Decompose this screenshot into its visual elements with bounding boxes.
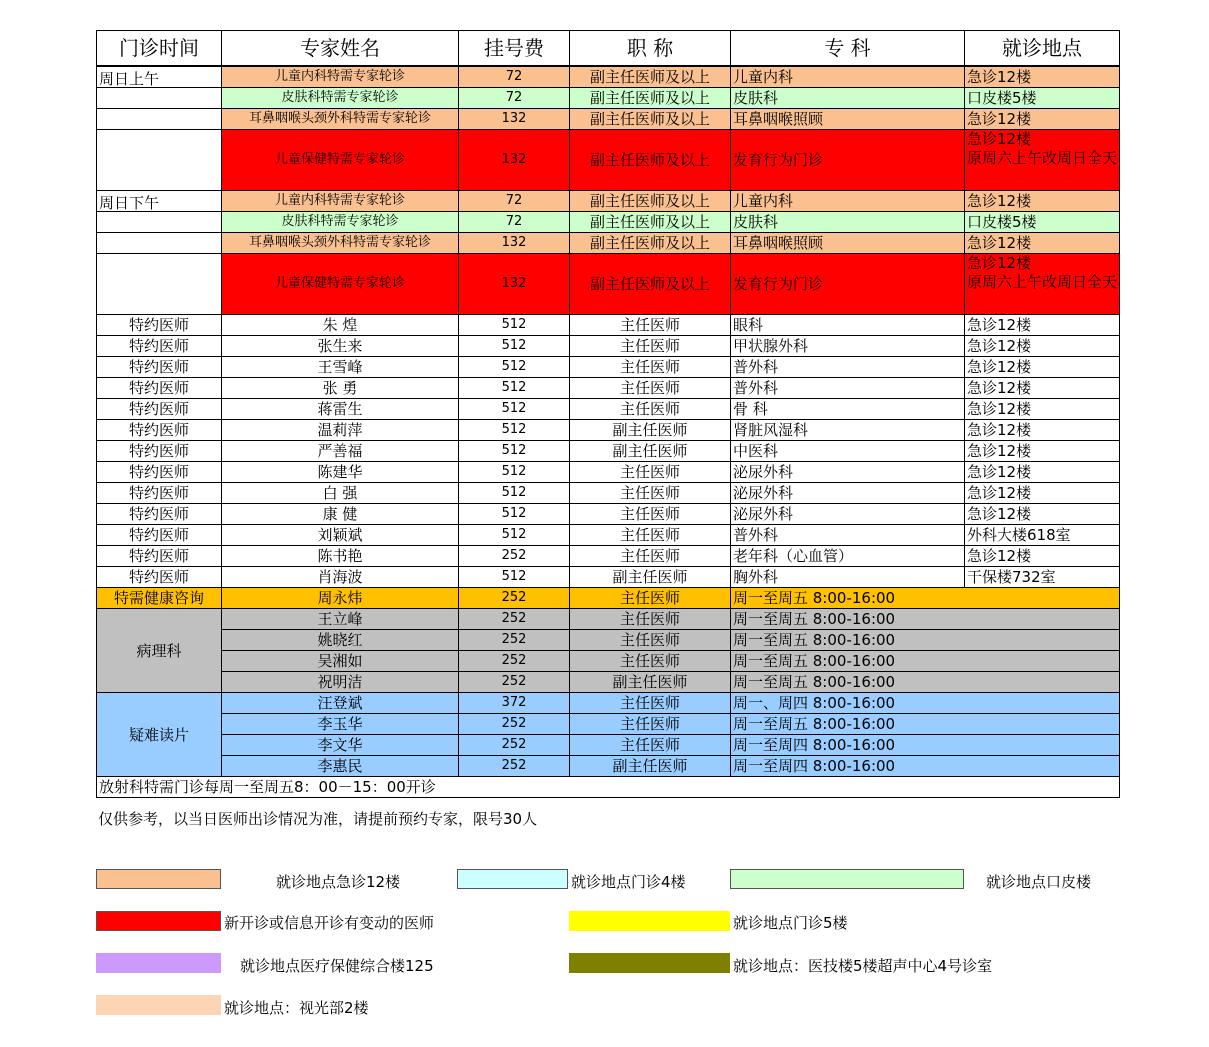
table-row (97, 630, 1120, 651)
schedule-cell: 周一至周五 8:00-16:00 (731, 630, 1120, 651)
expert-name-cell: 康 健 (222, 504, 459, 525)
legend-label: 就诊地点门诊5楼 (733, 914, 848, 932)
time-cell: 特约医师 (97, 504, 222, 525)
title-cell: 副主任医师及以上 (570, 109, 731, 130)
table-row (97, 130, 1120, 191)
expert-name-cell: 姚晓红 (222, 630, 459, 651)
location-cell: 急诊12楼 原周六上午改周日全天 (965, 254, 1120, 315)
group-label-cell: 疑难读片 (97, 693, 222, 777)
specialty-cell: 老年科（心血管） (731, 546, 965, 567)
expert-name-cell: 王立峰 (222, 609, 459, 630)
expert-name-cell: 白 强 (222, 483, 459, 504)
expert-name-cell: 刘颖斌 (222, 525, 459, 546)
fee-cell: 72 (459, 88, 570, 109)
location-cell: 急诊12楼 (965, 546, 1120, 567)
table-row (97, 212, 1120, 233)
schedule-cell: 周一至周四 8:00-16:00 (731, 756, 1120, 777)
expert-name-cell: 张生来 (222, 336, 459, 357)
expert-name-cell: 周永炜 (222, 588, 459, 609)
time-cell: 特约医师 (97, 462, 222, 483)
fee-cell: 72 (459, 212, 570, 233)
location-cell: 急诊12楼 (965, 483, 1120, 504)
time-cell: 特约医师 (97, 315, 222, 336)
legend-label: 新开诊或信息开诊有变动的医师 (224, 914, 435, 932)
radiology-note-cell: 放射科特需门诊每周一至周五8：00－15：00开诊 (97, 777, 1120, 798)
table-row (97, 546, 1120, 567)
table-row (97, 88, 1120, 109)
title-cell: 副主任医师及以上 (570, 88, 731, 109)
specialty-cell: 肾脏风湿科 (731, 420, 965, 441)
expert-name-cell: 王雪峰 (222, 357, 459, 378)
specialty-cell: 儿童内科 (731, 191, 965, 212)
fee-cell: 132 (459, 233, 570, 254)
time-cell: 周日上午 (97, 66, 222, 88)
schedule-cell: 周一至周五 8:00-16:00 (731, 609, 1120, 630)
location-cell: 急诊12楼 (965, 462, 1120, 483)
location-cell: 急诊12楼 (965, 109, 1120, 130)
footnote: 仅供参考，以当日医师出诊情况为准，请提前预约专家，限号30人 (98, 810, 538, 828)
fee-cell: 512 (459, 378, 570, 399)
specialty-cell: 胸外科 (731, 567, 965, 588)
header-time: 门诊时间 (97, 31, 222, 67)
fee-cell: 512 (459, 567, 570, 588)
title-cell: 副主任医师及以上 (570, 130, 731, 191)
schedule-cell: 周一至周四 8:00-16:00 (731, 735, 1120, 756)
group-label-cell: 病理科 (97, 609, 222, 693)
specialty-cell: 泌尿外科 (731, 504, 965, 525)
expert-name-cell: 汪登斌 (222, 693, 459, 714)
specialty-cell: 中医科 (731, 441, 965, 462)
time-cell (97, 130, 222, 191)
specialty-cell: 骨 科 (731, 399, 965, 420)
time-cell: 特约医师 (97, 483, 222, 504)
expert-name-cell: 陈建华 (222, 462, 459, 483)
fee-cell: 252 (459, 588, 570, 609)
title-cell: 主任医师 (570, 546, 731, 567)
location-cell: 急诊12楼 (965, 191, 1120, 212)
fee-cell: 512 (459, 315, 570, 336)
table-row (97, 714, 1120, 735)
time-cell: 周日下午 (97, 191, 222, 212)
table-row (97, 254, 1120, 315)
time-cell: 特约医师 (97, 441, 222, 462)
title-cell: 主任医师 (570, 525, 731, 546)
title-cell: 副主任医师 (570, 756, 731, 777)
fee-cell: 512 (459, 504, 570, 525)
title-cell: 副主任医师 (570, 441, 731, 462)
table-row (97, 588, 1120, 609)
specialty-cell: 发育行为门诊 (731, 130, 965, 191)
fee-cell: 252 (459, 609, 570, 630)
fee-cell: 512 (459, 420, 570, 441)
legend-label: 就诊地点门诊4楼 (571, 873, 686, 891)
legend-swatch (569, 953, 730, 973)
expert-name-cell: 皮肤科特需专家轮诊 (222, 88, 459, 109)
fee-cell: 252 (459, 714, 570, 735)
expert-name-cell: 儿童内科特需专家轮诊 (222, 191, 459, 212)
table-row (97, 336, 1120, 357)
table-row (97, 441, 1120, 462)
fee-cell: 132 (459, 109, 570, 130)
schedule-cell: 周一至周五 8:00-16:00 (731, 672, 1120, 693)
expert-name-cell: 儿童保健特需专家轮诊 (222, 130, 459, 191)
expert-name-cell: 耳鼻咽喉头颈外科特需专家轮诊 (222, 109, 459, 130)
expert-name-cell: 皮肤科特需专家轮诊 (222, 212, 459, 233)
legend-swatch (569, 911, 730, 931)
specialty-cell: 皮肤科 (731, 212, 965, 233)
expert-name-cell: 蒋雷生 (222, 399, 459, 420)
fee-cell: 512 (459, 357, 570, 378)
clinic-schedule-table (96, 30, 1120, 798)
fee-cell: 252 (459, 735, 570, 756)
table-row (97, 420, 1120, 441)
specialty-cell: 普外科 (731, 357, 965, 378)
schedule-cell: 周一至周五 8:00-16:00 (731, 651, 1120, 672)
specialty-cell: 皮肤科 (731, 88, 965, 109)
title-cell: 主任医师 (570, 735, 731, 756)
title-cell: 主任医师 (570, 609, 731, 630)
fee-cell: 512 (459, 525, 570, 546)
title-cell: 副主任医师 (570, 567, 731, 588)
specialty-cell: 甲状腺外科 (731, 336, 965, 357)
time-cell: 特约医师 (97, 357, 222, 378)
specialty-cell: 发育行为门诊 (731, 254, 965, 315)
table-row (97, 357, 1120, 378)
fee-cell: 72 (459, 66, 570, 88)
table-row (97, 191, 1120, 212)
expert-name-cell: 耳鼻咽喉头颈外科特需专家轮诊 (222, 233, 459, 254)
legend-label: 就诊地点：医技楼5楼超声中心4号诊室 (733, 957, 993, 975)
fee-cell: 132 (459, 130, 570, 191)
time-cell: 特约医师 (97, 525, 222, 546)
table-row (97, 735, 1120, 756)
fee-cell: 512 (459, 462, 570, 483)
location-cell: 口皮楼5楼 (965, 212, 1120, 233)
time-cell: 特约医师 (97, 399, 222, 420)
title-cell: 主任医师 (570, 357, 731, 378)
expert-name-cell: 肖海波 (222, 567, 459, 588)
legend-swatch (457, 869, 568, 889)
table-row (97, 462, 1120, 483)
location-cell: 急诊12楼 (965, 399, 1120, 420)
title-cell: 主任医师 (570, 693, 731, 714)
time-cell (97, 109, 222, 130)
title-cell: 主任医师 (570, 504, 731, 525)
title-cell: 主任医师 (570, 588, 731, 609)
table-row (97, 525, 1120, 546)
fee-cell: 72 (459, 191, 570, 212)
time-cell (97, 254, 222, 315)
legend-label: 就诊地点口皮楼 (986, 873, 1092, 891)
table-row (97, 777, 1120, 798)
table-row (97, 315, 1120, 336)
title-cell: 主任医师 (570, 462, 731, 483)
expert-name-cell: 朱 煌 (222, 315, 459, 336)
table-row (97, 672, 1120, 693)
time-cell: 特约医师 (97, 567, 222, 588)
expert-name-cell: 儿童保健特需专家轮诊 (222, 254, 459, 315)
table-row (97, 483, 1120, 504)
table-row (97, 399, 1120, 420)
location-cell: 外科大楼618室 (965, 525, 1120, 546)
location-cell: 急诊12楼 (965, 336, 1120, 357)
fee-cell: 372 (459, 693, 570, 714)
legend-swatch (96, 953, 221, 973)
title-cell: 主任医师 (570, 336, 731, 357)
location-cell: 急诊12楼 (965, 378, 1120, 399)
title-cell: 主任医师 (570, 630, 731, 651)
expert-name-cell: 儿童内科特需专家轮诊 (222, 66, 459, 88)
schedule-cell: 周一至周五 8:00-16:00 (731, 714, 1120, 735)
fee-cell: 252 (459, 756, 570, 777)
fee-cell: 132 (459, 254, 570, 315)
fee-cell: 512 (459, 483, 570, 504)
expert-name-cell: 张 勇 (222, 378, 459, 399)
fee-cell: 252 (459, 630, 570, 651)
specialty-cell: 普外科 (731, 378, 965, 399)
title-cell: 主任医师 (570, 378, 731, 399)
specialty-cell: 耳鼻咽喉照顾 (731, 109, 965, 130)
title-cell: 主任医师 (570, 483, 731, 504)
title-cell: 副主任医师 (570, 672, 731, 693)
header-location: 就诊地点 (965, 31, 1120, 67)
table-row (97, 651, 1120, 672)
table-row (97, 693, 1120, 714)
time-cell (97, 233, 222, 254)
location-cell: 急诊12楼 (965, 420, 1120, 441)
location-cell: 急诊12楼 (965, 315, 1120, 336)
legend-swatch (96, 995, 221, 1015)
table-row (97, 378, 1120, 399)
expert-name-cell: 李文华 (222, 735, 459, 756)
table-row (97, 233, 1120, 254)
fee-cell: 252 (459, 651, 570, 672)
time-cell: 特约医师 (97, 420, 222, 441)
table-row (97, 66, 1120, 88)
location-cell: 急诊12楼 (965, 441, 1120, 462)
fee-cell: 252 (459, 672, 570, 693)
title-cell: 主任医师 (570, 399, 731, 420)
location-cell: 干保楼732室 (965, 567, 1120, 588)
expert-name-cell: 严善福 (222, 441, 459, 462)
legend-label: 就诊地点急诊12楼 (276, 873, 401, 891)
fee-cell: 512 (459, 336, 570, 357)
title-cell: 副主任医师及以上 (570, 191, 731, 212)
header-specialty: 专 科 (731, 31, 965, 67)
specialty-cell: 儿童内科 (731, 66, 965, 88)
location-cell: 急诊12楼 (965, 357, 1120, 378)
table-row (97, 504, 1120, 525)
time-cell (97, 212, 222, 233)
title-cell: 主任医师 (570, 714, 731, 735)
title-cell: 副主任医师及以上 (570, 66, 731, 88)
title-cell: 副主任医师 (570, 420, 731, 441)
legend-swatch (96, 869, 221, 889)
time-cell: 特约医师 (97, 378, 222, 399)
title-cell: 副主任医师及以上 (570, 233, 731, 254)
expert-name-cell: 李玉华 (222, 714, 459, 735)
location-cell: 急诊12楼 (965, 66, 1120, 88)
title-cell: 副主任医师及以上 (570, 254, 731, 315)
expert-name-cell: 李惠民 (222, 756, 459, 777)
time-cell: 特约医师 (97, 336, 222, 357)
schedule-cell: 周一、周四 8:00-16:00 (731, 693, 1120, 714)
title-cell: 主任医师 (570, 651, 731, 672)
specialty-cell: 眼科 (731, 315, 965, 336)
legend-swatch (96, 911, 221, 931)
time-cell (97, 88, 222, 109)
location-cell: 急诊12楼 原周六上午改周日全天 (965, 130, 1120, 191)
specialty-cell: 耳鼻咽喉照顾 (731, 233, 965, 254)
table-row (97, 109, 1120, 130)
expert-name-cell: 陈书艳 (222, 546, 459, 567)
time-cell: 特需健康咨询 (97, 588, 222, 609)
table-row (97, 609, 1120, 630)
header-title: 职 称 (570, 31, 731, 67)
header-fee: 挂号费 (459, 31, 570, 67)
fee-cell: 512 (459, 441, 570, 462)
expert-name-cell: 温莉萍 (222, 420, 459, 441)
specialty-cell: 泌尿外科 (731, 483, 965, 504)
location-cell: 急诊12楼 (965, 504, 1120, 525)
specialty-cell: 普外科 (731, 525, 965, 546)
time-cell: 特约医师 (97, 546, 222, 567)
fee-cell: 512 (459, 399, 570, 420)
location-cell: 口皮楼5楼 (965, 88, 1120, 109)
legend-swatch (730, 869, 964, 889)
title-cell: 副主任医师及以上 (570, 212, 731, 233)
header-expert-name: 专家姓名 (222, 31, 459, 67)
table-row (97, 567, 1120, 588)
specialty-cell: 泌尿外科 (731, 462, 965, 483)
table-row (97, 756, 1120, 777)
legend-label: 就诊地点：视光部2楼 (224, 999, 369, 1017)
schedule-cell: 周一至周五 8:00-16:00 (731, 588, 1120, 609)
location-cell: 急诊12楼 (965, 233, 1120, 254)
fee-cell: 252 (459, 546, 570, 567)
expert-name-cell: 祝明洁 (222, 672, 459, 693)
header-row (97, 31, 1120, 67)
legend-label: 就诊地点医疗保健综合楼125 (240, 957, 434, 975)
title-cell: 主任医师 (570, 315, 731, 336)
expert-name-cell: 吴湘如 (222, 651, 459, 672)
